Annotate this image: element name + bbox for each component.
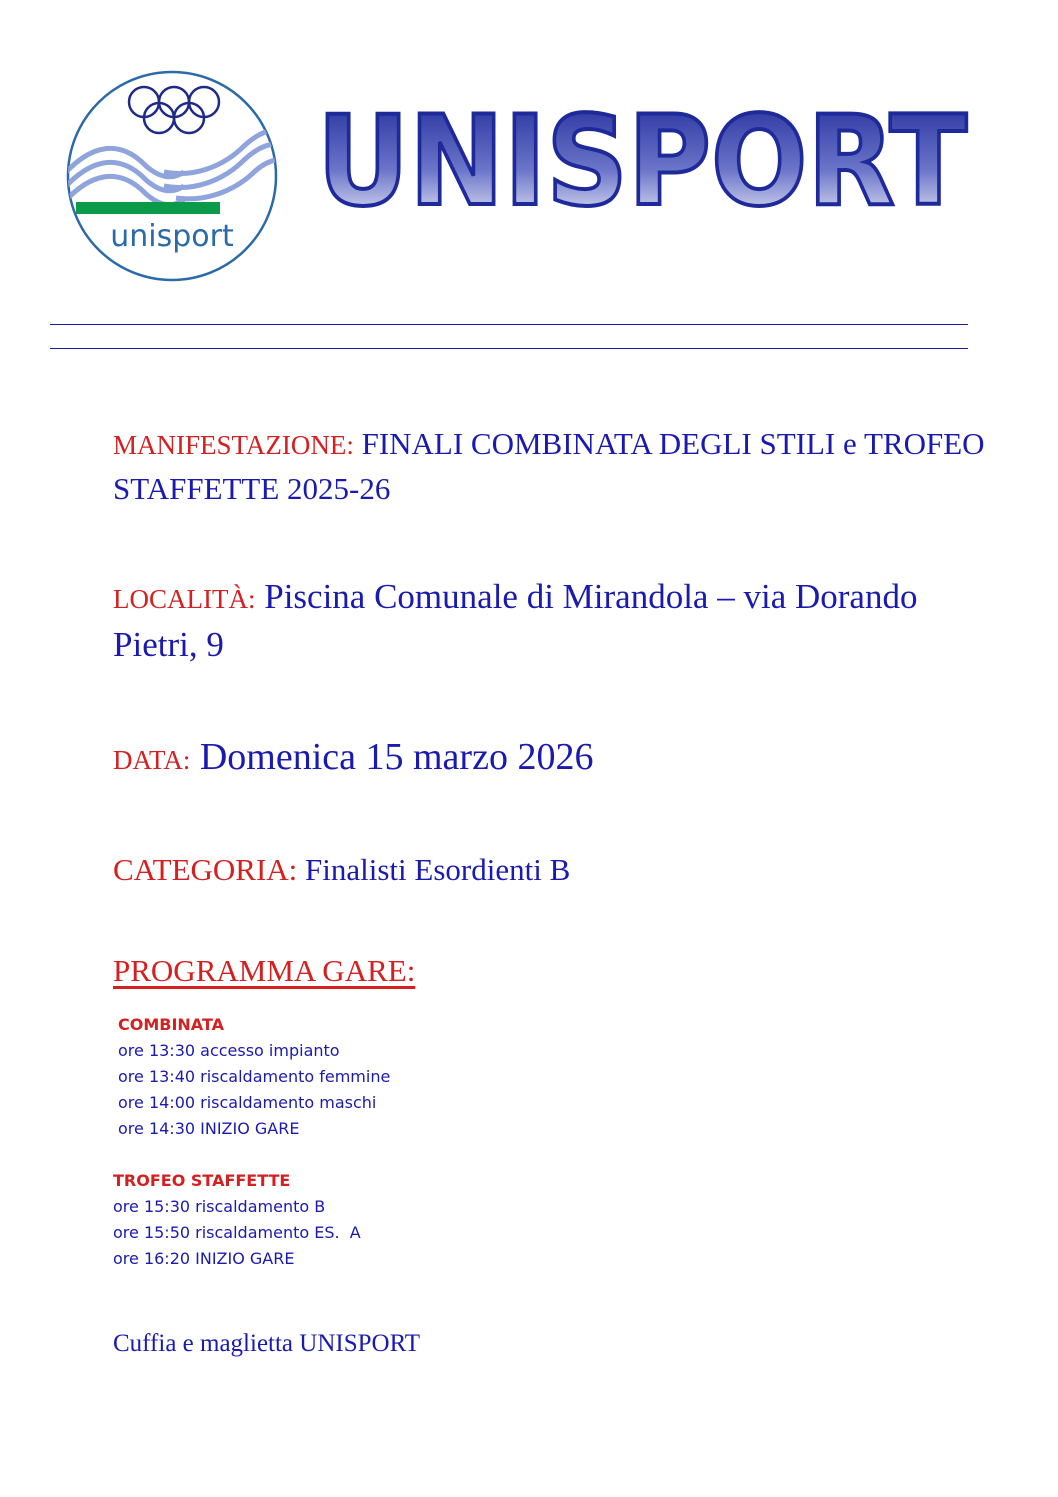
event-manifestazione [113, 422, 993, 510]
svg-text:UNISPORT: UNISPORT [317, 100, 967, 220]
data-value: Domenica 15 marzo 2026 [199, 736, 594, 778]
schedule-staffette [113, 1168, 361, 1272]
green-bar [76, 202, 220, 214]
manifestazione-label: MANIFESTAZIONE: [113, 430, 354, 460]
categoria-value: Finalisti Esordienti B [305, 852, 571, 887]
schedule-item: ore 13:30 accesso impianto [118, 1041, 340, 1060]
divider-line [50, 324, 968, 325]
schedule-item: ore 14:00 riscaldamento maschi [118, 1093, 377, 1112]
localita-label: LOCALITÀ: [113, 584, 256, 614]
categoria-label: CATEGORIA: [113, 852, 298, 887]
footer-note: Cuffia e maglietta UNISPORT [113, 1330, 421, 1357]
manifestazione-value: FINALI COMBINATA DEGLI STILI e TROFEO STAFFETTE 2025-26 [113, 426, 985, 506]
schedule-item: ore 15:30 riscaldamento B [113, 1197, 326, 1216]
schedule-item: ore 13:40 riscaldamento femmine [118, 1067, 391, 1086]
event-localita [113, 574, 993, 668]
schedule-combinata [118, 1012, 390, 1142]
unisport-logo [64, 68, 280, 284]
logo-text: unisport [110, 219, 234, 254]
schedule-item: ore 14:30 INIZIO GARE [118, 1119, 300, 1138]
divider-line [50, 348, 968, 349]
schedule-item: ore 15:50 riscaldamento ES. A [113, 1223, 361, 1242]
data-label: DATA: [113, 745, 191, 775]
staffette-heading: TROFEO STAFFETTE [113, 1171, 291, 1190]
event-categoria [113, 850, 570, 890]
brand-title [310, 100, 975, 220]
event-data [113, 734, 593, 783]
localita-value: Piscina Comunale di Mirandola – via Dorando Pietri, 9 [113, 577, 918, 664]
schedule-item: ore 16:20 INIZIO GARE [113, 1249, 295, 1268]
combinata-heading: COMBINATA [118, 1015, 224, 1034]
programma-title: PROGRAMMA GARE: [113, 953, 416, 988]
